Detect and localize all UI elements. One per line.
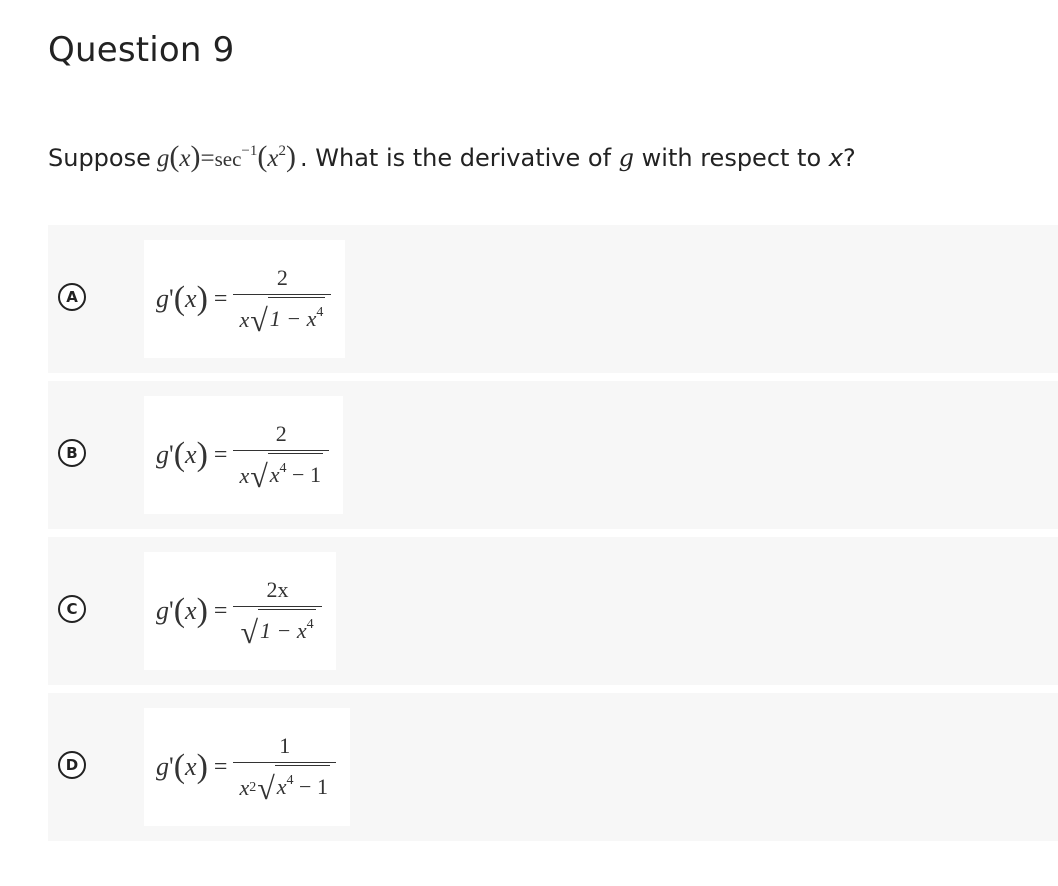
numerator: 2x — [266, 576, 289, 602]
numerator: 1 — [279, 732, 291, 758]
denominator: √ $1 - x^4$ — [233, 607, 321, 647]
choice-formula: g ' ( x ) = 2 x √ $x^4 - 1$ — [144, 396, 343, 514]
choice-letter-badge[interactable]: B — [58, 439, 86, 467]
fraction — [233, 732, 336, 806]
square-root-icon: √ — [250, 301, 268, 338]
fraction — [233, 264, 331, 338]
fraction — [233, 420, 329, 494]
choice-letter-badge[interactable]: C — [58, 595, 86, 623]
choice-letter-badge[interactable]: A — [58, 283, 86, 311]
question-prompt — [48, 140, 856, 174]
prompt-rest-text: . What is the derivative of g with respect to x? — [300, 144, 856, 172]
answer-choice-b[interactable] — [48, 381, 1058, 529]
choice-formula: g ' ( x ) = 2x √ $1 - x^4$ — [144, 552, 336, 670]
answer-choice-a[interactable] — [48, 225, 1058, 373]
denominator: x 2 √ $x^4 - 1$ — [233, 763, 336, 803]
choice-formula: g ' ( x ) = 2 x √ $1 - x^4$ — [144, 240, 345, 358]
choice-formula: g ' ( x ) = 1 x 2 √ $x^4 - 1$ — [144, 708, 350, 826]
answer-choice-d[interactable] — [48, 693, 1058, 841]
numerator: 2 — [276, 264, 288, 290]
square-root-icon: √ — [240, 613, 258, 650]
prompt-lead-text: Suppose — [48, 144, 151, 172]
question-title: Question 9 — [48, 30, 235, 70]
given-function: $g(x)=\sec^{-1}(x^2)$ — [156, 140, 296, 173]
numerator: 2 — [275, 420, 287, 446]
answer-choice-c[interactable] — [48, 537, 1058, 685]
denominator: x √ $x^4 - 1$ — [233, 451, 329, 491]
square-root-icon: √ — [257, 769, 275, 806]
choice-letter-badge[interactable]: D — [58, 751, 86, 779]
square-root-icon: √ — [250, 457, 268, 494]
denominator: x √ $1 - x^4$ — [233, 295, 331, 335]
